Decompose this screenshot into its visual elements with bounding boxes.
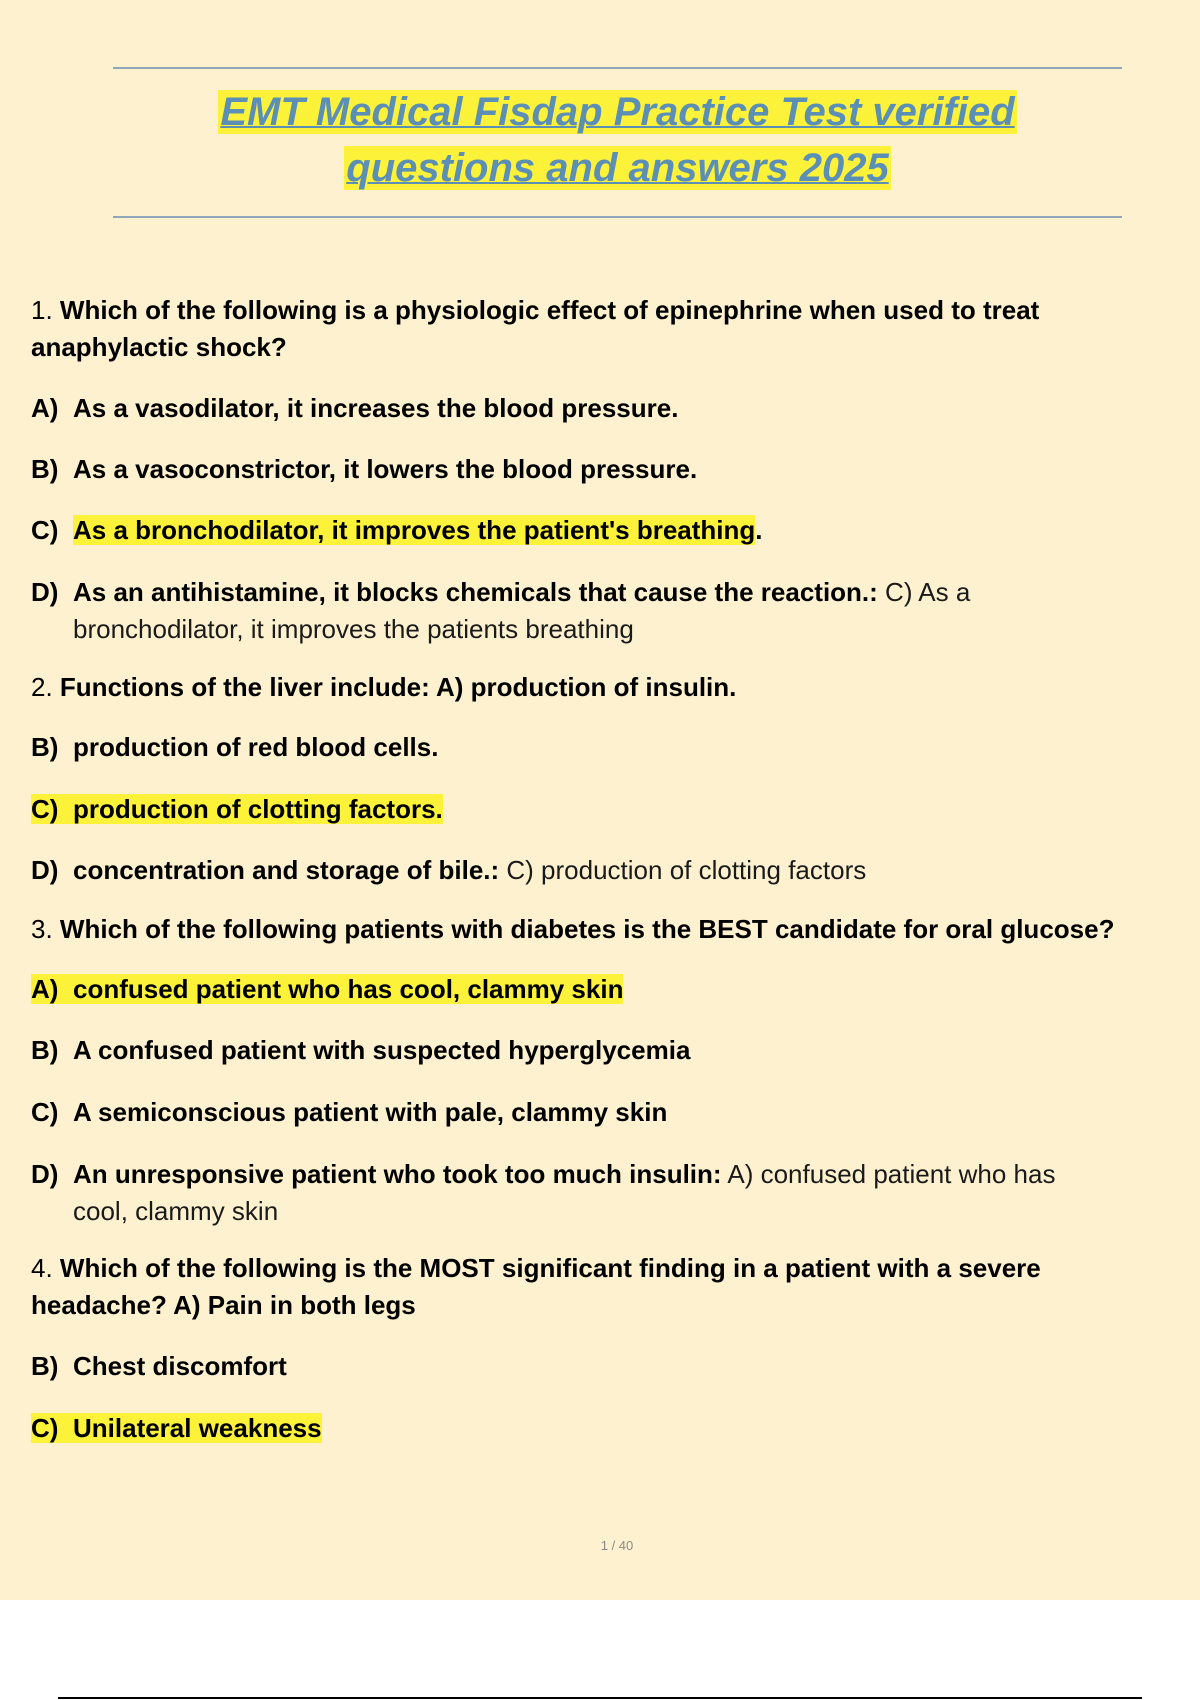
title-top-rule xyxy=(113,67,1122,69)
option-1a: A) As a vasodilator, it increases the blood pressure. xyxy=(31,393,679,423)
option-2d: D) concentration and storage of bile.: C) production of clotting factors xyxy=(31,855,867,885)
question-3: 3. Which of the following patients with diabetes is the BEST candidate for oral glucose? xyxy=(31,914,1115,944)
highlighted-answer: A) confused patient who has cool, clammy skin xyxy=(31,974,624,1004)
highlighted-answer: C) Unilateral weakness xyxy=(31,1413,322,1443)
option-2c xyxy=(31,791,1171,828)
option-3c: C) A semiconscious patient with pale, clammy skin xyxy=(31,1097,668,1127)
option-4c xyxy=(31,1410,1171,1447)
highlighted-answer: As a bronchodilator, it improves the patient's breathing xyxy=(73,515,756,545)
option-1c: C) As a bronchodilator, it improves the patient's breathing. xyxy=(31,515,763,545)
title-bottom-rule xyxy=(113,216,1122,218)
question-4: 4. Which of the following is the MOST significant finding in a patient with a severe headache? A) Pain in both legs xyxy=(31,1253,1041,1320)
document-title: EMT Medical Fisdap Practice Test verified questions and answers 2025 xyxy=(220,90,1015,190)
option-1b: B) As a vasoconstrictor, it lowers the blood pressure. xyxy=(31,454,698,484)
highlighted-answer: C) production of clotting factors. xyxy=(31,794,443,824)
page-number: 1 / 40 xyxy=(600,1538,634,1553)
option-1d: D) As an antihistamine, it blocks chemicals that cause the reaction.: C) As a bronchodilator, it improves the patients breathing xyxy=(31,577,971,644)
option-4b: B) Chest discomfort xyxy=(31,1351,287,1381)
option-2b: B) production of red blood cells. xyxy=(31,732,439,762)
next-page-rule xyxy=(58,1697,1142,1699)
option-3a xyxy=(31,971,1171,1008)
option-3d: D) An unresponsive patient who took too much insulin: A) confused patient who has cool, clammy skin xyxy=(31,1159,1056,1226)
question-2: 2. Functions of the liver include: A) production of insulin. xyxy=(31,672,737,702)
question-1: 1. Which of the following is a physiologic effect of epinephrine when used to treat anaphylactic shock? xyxy=(31,295,1040,362)
option-3b: B) A confused patient with suspected hyperglycemia xyxy=(31,1035,691,1065)
